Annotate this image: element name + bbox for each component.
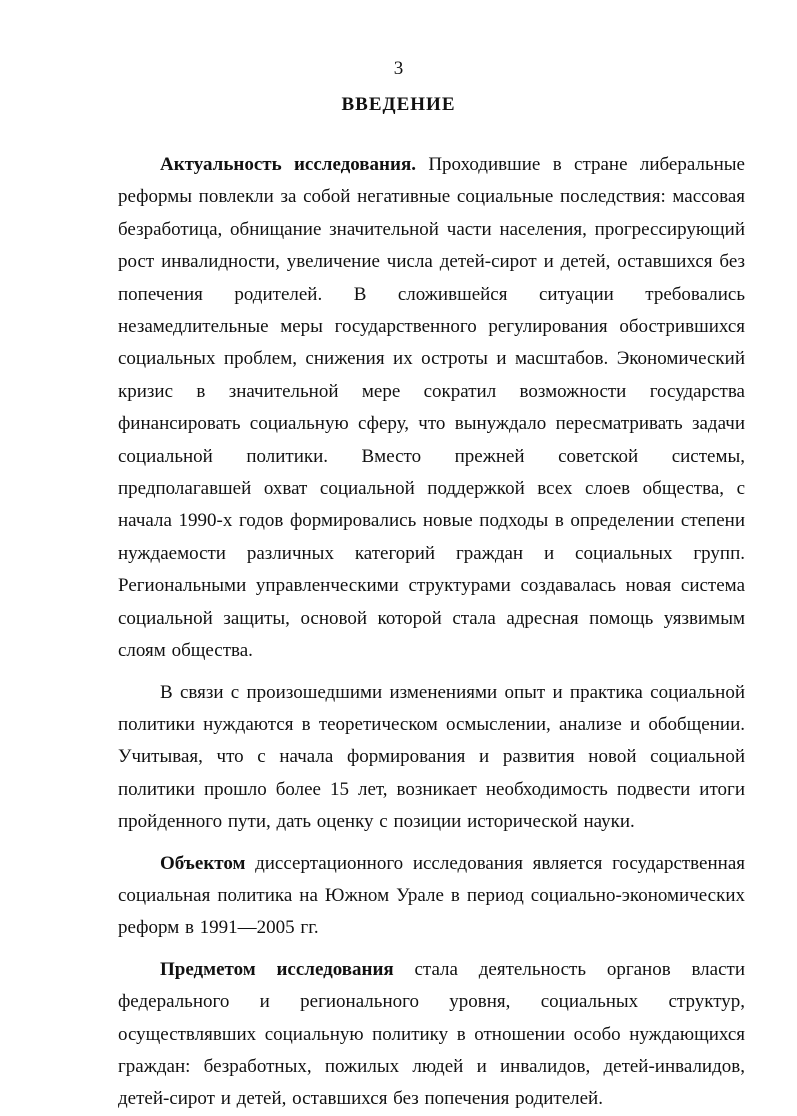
paragraph-lead-bold: Актуальность исследования. bbox=[160, 154, 416, 175]
paragraph-text: В связи с произошедшими изменениями опыт и практика социальной политики нуждаются в теоретическом осмыслении, анализе и обобщении. Учитывая, что с начала формирования и развития новой социальной политики прошло более 15 лет, возникает необходимость подвести итоги пройденного пути, дать оценку с позиции исторической науки. bbox=[118, 681, 745, 833]
page-number: 3 bbox=[393, 58, 404, 79]
paragraph-context bbox=[118, 677, 745, 839]
body-text bbox=[118, 149, 745, 1116]
paragraph-text: стала деятельность органов власти федерального и регионального уровня, социальных структур, осуществлявших социальную политику в отношении особо нуждающихся граждан: безработных, пожилых людей и инвалидов, детей-инвалидов, детей-сирот и детей, оставшихся без попечения родителей. bbox=[118, 958, 746, 1110]
section-heading: ВВЕДЕНИЕ bbox=[341, 94, 456, 115]
paragraph-lead-bold: Объектом bbox=[160, 852, 246, 874]
paragraph-text: Проходившие в стране либеральные реформы повлекли за собой негативные социальные последствия: массовая безработица, обнищание значительной части населения, прогрессирующий рост инвалидности, увеличение числа детей-сирот и детей, оставшихся без попечения родителей. В сложившейся ситуации требовались незамедлительные меры государственного регулирования обострившихся социальных проблем, снижения их остроты и масштабов. Экономический кризис в значительной мере сократил возможности государства финансировать социальную сферу, что вынуждало пересматривать задачи социальной политики. Вместо прежней советской системы, предполагавшей охват социальной поддержкой всех слоев общества, с начала 1990-х годов формировались новые подходы в определении степени нуждаемости различных категорий граждан и социальных групп. Региональными управленческими структурами создавалась новая система социальной защиты, основой которой стала адресная помощь уязвимым слоям общества. bbox=[118, 154, 745, 662]
paragraph-object bbox=[118, 848, 745, 945]
paragraph-text: диссертационного исследования является государственная социальная политика на Южном Урале в период социально-экономических реформ в 1991—2005 гг. bbox=[118, 852, 745, 939]
paragraph-subject bbox=[118, 954, 745, 1116]
paragraph-relevance bbox=[118, 149, 745, 668]
paragraph-lead-bold: Предметом исследования bbox=[160, 958, 394, 980]
